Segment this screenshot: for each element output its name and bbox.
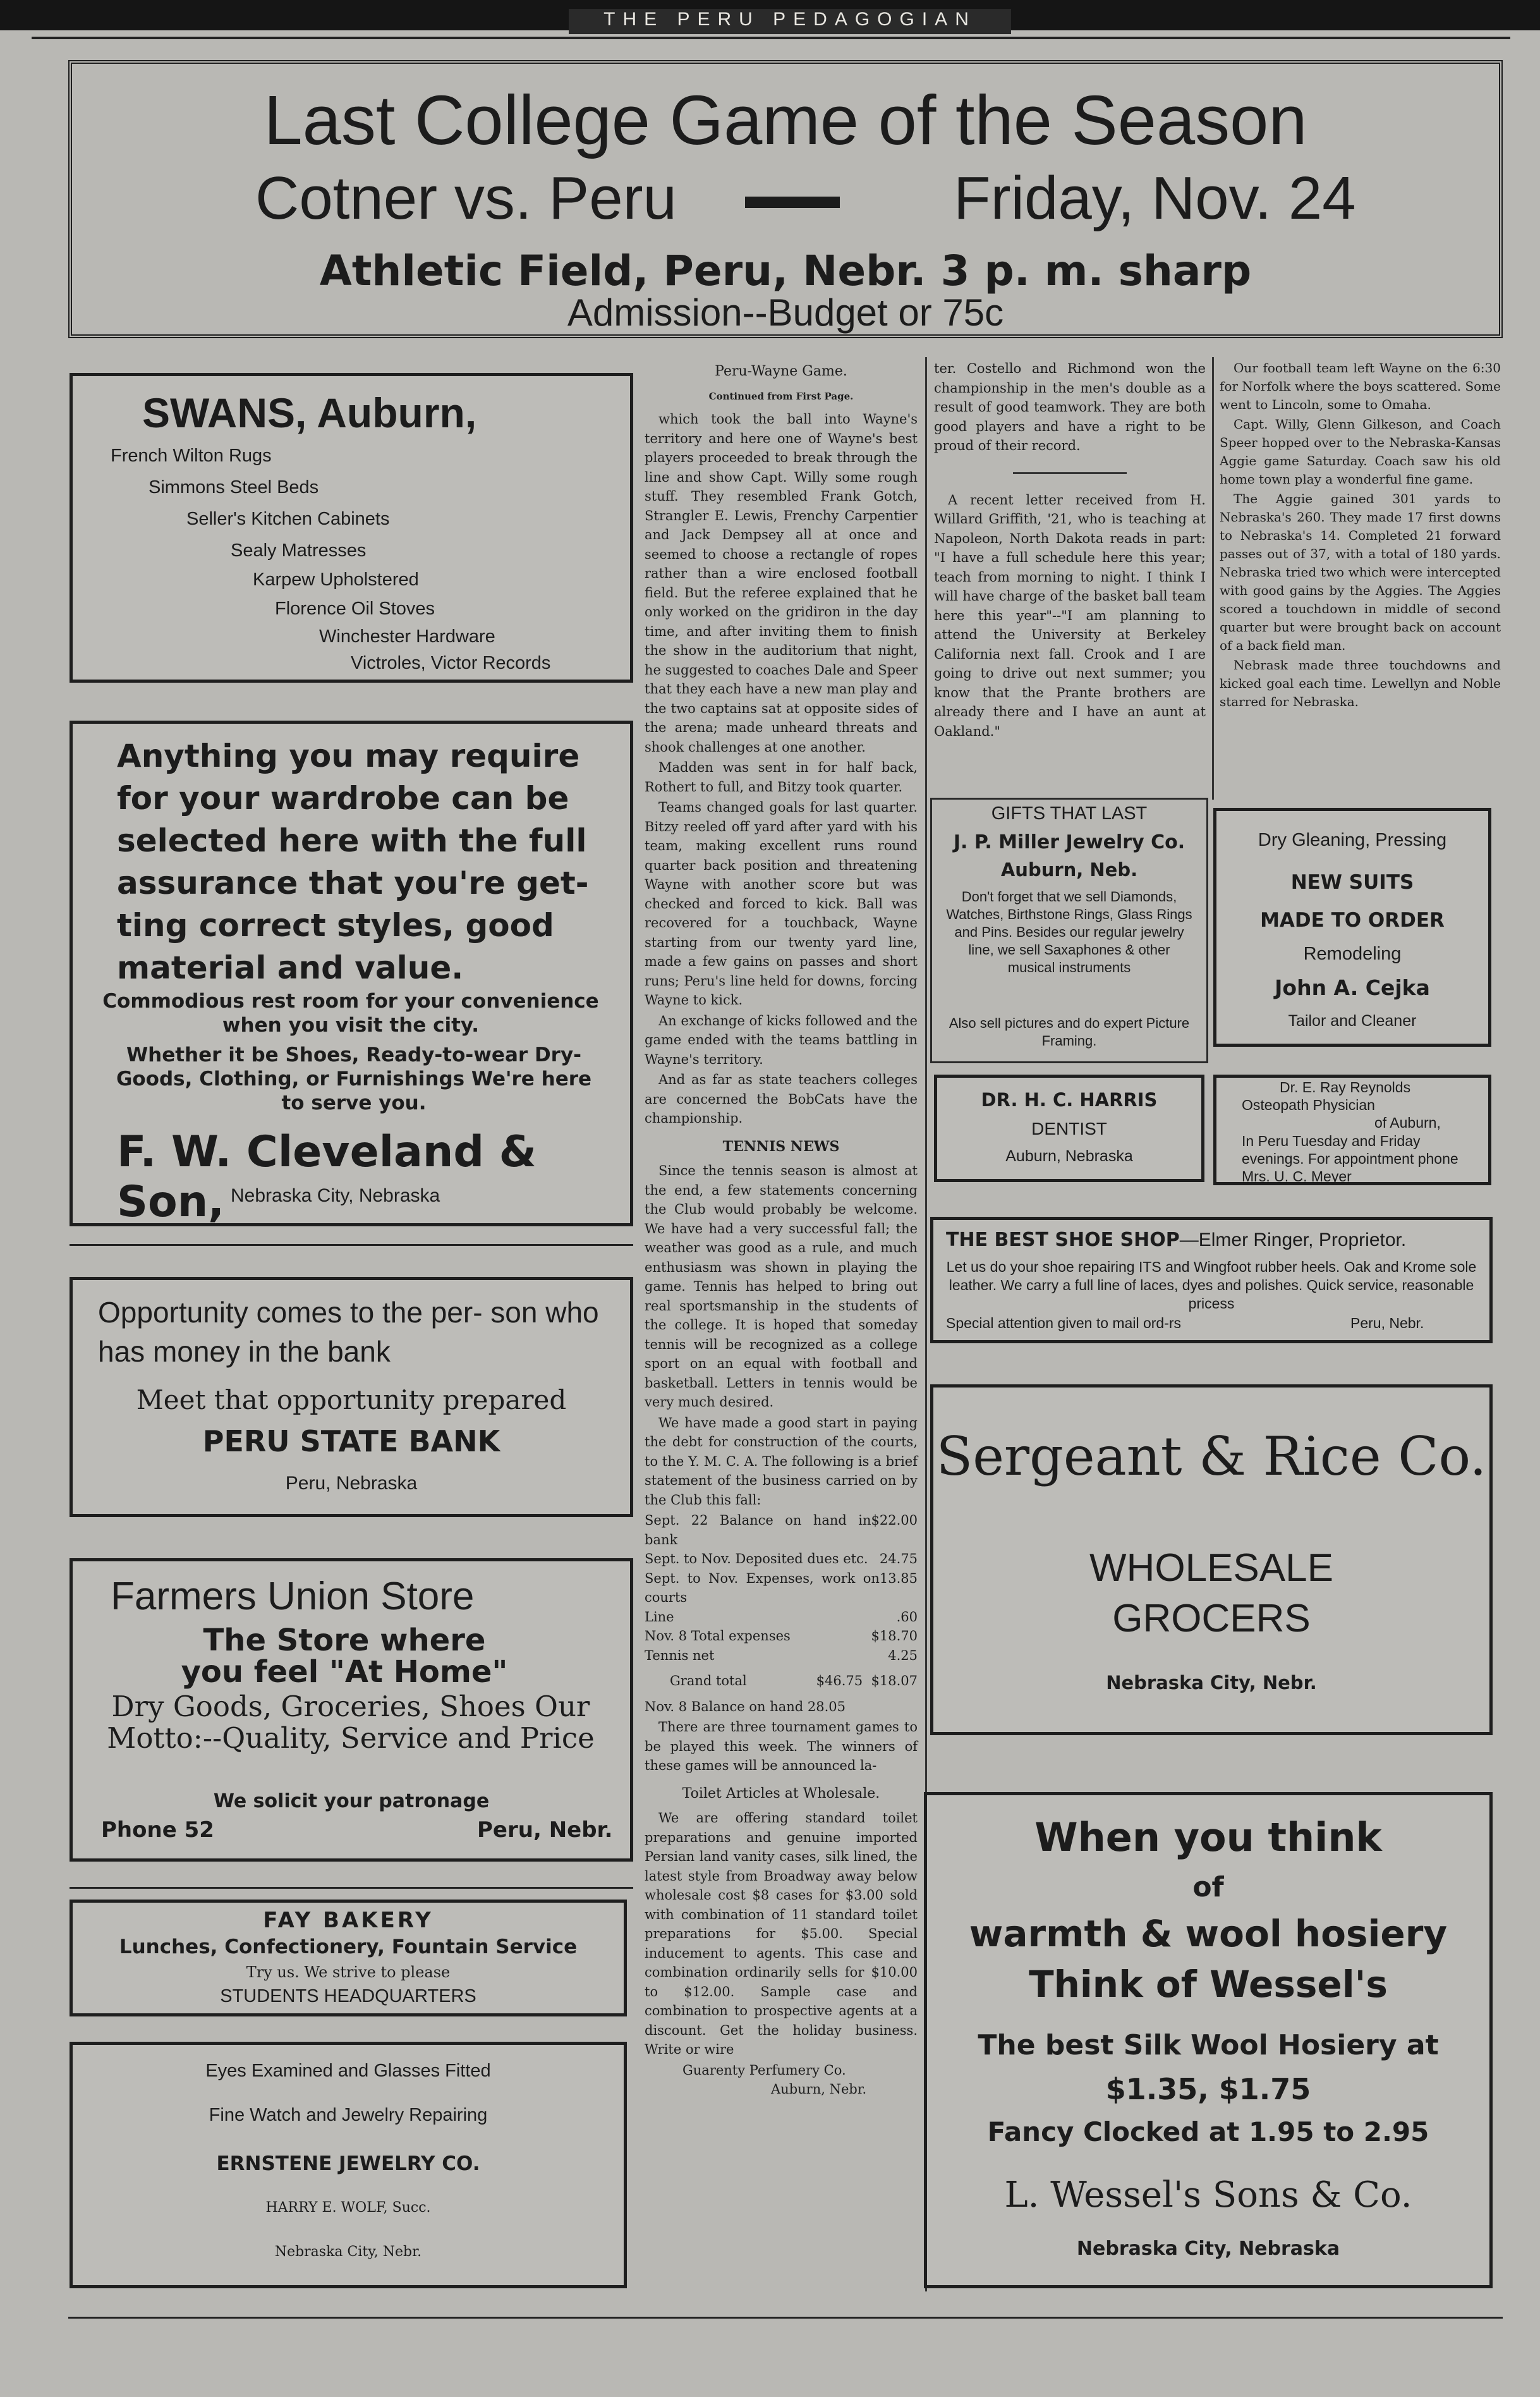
cejka-l3: MADE TO ORDER — [1260, 909, 1445, 932]
cejka-l4: Remodeling — [1303, 944, 1402, 964]
miller-name: J. P. Miller Jewelry Co. — [953, 831, 1185, 853]
cleveland-rest: Commodious rest room for your convenience when you visit the city. — [102, 990, 599, 1037]
ledger-row — [645, 1607, 918, 1627]
banner-teams: Cotner vs. Peru — [255, 164, 677, 232]
wessel-l2: of — [1192, 1871, 1224, 1903]
shoe-special: Special attention given to mail ord-rs — [946, 1315, 1182, 1331]
banner-title: Last College Game of the Season — [264, 82, 1307, 159]
ledger-row — [645, 1626, 918, 1646]
swans-ad — [70, 373, 633, 683]
harris-name: DR. H. C. HARRIS — [981, 1089, 1158, 1111]
ledger-row — [645, 1549, 918, 1569]
wessel-name: L. Wessel's Sons & Co. — [1004, 2174, 1412, 2216]
article-paragraph: Madden was sent in for half back, Rothert to full, and Bitzy took quarter. — [645, 760, 918, 795]
bank-name: PERU STATE BANK — [202, 1424, 500, 1458]
game-banner — [68, 60, 1503, 338]
ernstene-l1: Eyes Examined and Glasses Fitted — [205, 2061, 491, 2081]
article-paragraph: Teams changed goals for last quarter. Bitzy reeled off yard after yard with his team, making excellent runs round quarter back position and threatening Wayne with another score but was checked and forced to kick. Ball was recovered for a touchback, Wayne starting from our twenty yard line, made a few gains on passes and short runs; Peru's line held for downs, forcing Wayne to kick. — [645, 800, 918, 1008]
wessel-l5: The best Silk Wool Hosiery at — [978, 2029, 1439, 2061]
wessel-l6: $1.35, $1.75 — [1105, 2072, 1311, 2106]
toilet-heading: Toilet Articles at Wholesale. — [682, 1785, 880, 1802]
ledger-label: Sept. 22 Balance on hand in bank — [645, 1513, 871, 1547]
cejka-name: John A. Cejka — [1275, 975, 1430, 1000]
shoe-prop: —Elmer Ringer, Proprietor. — [1179, 1229, 1407, 1250]
fay-ad — [70, 1900, 627, 2016]
swans-item: Seller's Kitchen Cabinets — [186, 509, 390, 529]
bank-line1: Opportunity comes to the per- son who has money in the bank — [98, 1296, 599, 1368]
ledger-amount: $18.07 — [871, 1673, 918, 1688]
article-paragraph: Since the tennis season is almost at the end, a few statements concerning the Club would probably be welcome. We have had a very successful fall; the weather was good as a rule, and much enthusiasm was shown in playing the game. Tennis has helped to bring out real sportsmanship in the students of the college. It is hoped that someday tennis will be recognized as a college sport on an equal with football and basketball. Letters in tennis would be very much desired. — [645, 1163, 918, 1410]
cleveland-headline: Anything you may require for your wardrobe can be selected here with the full assurance that you're get- ting correct styles, good material and value. — [117, 738, 589, 986]
fay-title: FAY BAKERY — [263, 1908, 434, 1933]
swans-item: Karpew Upholstered — [253, 570, 419, 590]
reynolds-of: of Auburn, — [1374, 1114, 1441, 1131]
wessel-l7: Fancy Clocked at 1.95 to 2.95 — [987, 2116, 1429, 2147]
reynolds-ad — [1213, 1075, 1491, 1185]
separator — [1013, 472, 1127, 474]
banner-place: Athletic Field, Peru, Nebr. 3 p. m. sharp — [319, 247, 1252, 295]
column-rule — [1212, 357, 1214, 800]
miller-head: GIFTS THAT LAST — [991, 803, 1148, 824]
shoe-body: Let us do your shoe repairing ITS and Wingfoot rubber heels. Oak and Krome sole leather. We carry a full line of laces, dyes and polishes. Quick service, reasonable pricess — [946, 1259, 1477, 1312]
miller-body: Don't forget that we sell Diamonds, Watches, Birthstone Rings, Glass Rings and Pins. Besides our regular jewelry line, we sell Saxaphones & other musical instruments — [946, 889, 1192, 975]
sergeant-rice-ad — [930, 1384, 1493, 1735]
masthead-rule — [32, 37, 1510, 39]
article-paragraph: We are offering standard toilet preparations and genuine imported Persian land vanity cases, silk lined, the latest style from Broadway away below wholesale cost $8 cases for $3.00 sold with combination of 11 standard toilet preparations for $5.00. Special inducement to agents. This case and combination ordinarily sells for $10.00 to $12.00. Sample case and combination to prospective agents at a discount. Get the holiday business. Write or wire — [645, 1810, 918, 2057]
harris-role: DENTIST — [1031, 1119, 1107, 1138]
wessel-l1: When you think — [1034, 1814, 1382, 1860]
fay-try: Try us. We strive to please — [246, 1963, 451, 1981]
bank-city: Peru, Nebraska — [285, 1473, 418, 1494]
news-column-3 — [1220, 359, 1501, 712]
wessel-l4: Think of Wessel's — [1029, 1963, 1388, 2006]
reynolds-name: Dr. E. Ray Reynolds — [1280, 1079, 1411, 1095]
ledger-amount: 4.25 — [888, 1647, 918, 1663]
shoe-shop-ad — [930, 1217, 1493, 1343]
cleveland-city: Nebraska City, Nebraska — [231, 1185, 440, 1206]
tennis-heading: TENNIS NEWS — [722, 1138, 840, 1155]
article-paragraph: which took the ball into Wayne's territory and here one of Wayne's best players proceeded to break through the line and show Capt. Willy some rough stuff. They resembled Frank Gotch, Strangler E. Lewis, Frenchy Carpentier and Jack Dempsey all at once and seemed to choose a rectangle of ropes rather than a wire enclosed football field. But the referee explained that he only worked on the gridiron in the day time, and after inviting them to finish the show in the auditorium that night, he suggested to coaches Dale and Speer that they each have a new man play and the two captains sat at opposite sides of the arena; made unheard threats and shook challenges at one another. — [645, 412, 918, 755]
article-paragraph: And as far as state teachers colleges are concerned the BobCats have the championship. — [645, 1072, 918, 1126]
banner-dash — [745, 197, 840, 208]
miller-also: Also sell pictures and do expert Picture Framing. — [949, 1015, 1190, 1049]
farmers-phone: Phone 52 — [101, 1817, 214, 1843]
miller-town: Auburn, Neb. — [1000, 859, 1138, 881]
ledger-amount: .60 — [896, 1609, 918, 1625]
ledger-row — [645, 1511, 918, 1549]
divider — [70, 1887, 633, 1889]
ledger-row — [645, 1646, 918, 1666]
ernstene-city: Nebraska City, Nebr. — [274, 2244, 422, 2260]
ledger-label: Sept. to Nov. Deposited dues etc. — [645, 1551, 868, 1566]
farmers-sub: The Store where you feel "At Home" — [181, 1623, 508, 1690]
bank-line2: Meet that opportunity prepared — [136, 1384, 567, 1415]
ledger-label: Line — [645, 1609, 674, 1625]
cleveland-lines: Whether it be Shoes, Ready-to-wear Dry-Goods, Clothing, or Furnishings We're here to serve you. — [116, 1044, 592, 1114]
ledger-label: Tennis net — [645, 1647, 715, 1663]
cejka-l1: Dry Gleaning, Pressing — [1258, 830, 1447, 850]
sergeant-l2: GROCERS — [1112, 1597, 1311, 1640]
masthead: THE PERU PEDAGOGIAN — [569, 9, 1011, 34]
ernstene-l2: Fine Watch and Jewelry Repairing — [209, 2105, 488, 2125]
harris-ad — [934, 1075, 1204, 1182]
article-paragraph: There are three tournament games to be played this week. The winners of these games will be announced la- — [645, 1719, 918, 1773]
swans-item: Victroles, Victor Records — [351, 653, 551, 673]
wessel-ad — [924, 1792, 1493, 2288]
article-paragraph: Nebrask made three touchdowns and kicked goal each time. Lewellyn and Noble starred for Nebraska. — [1220, 657, 1501, 709]
bottom-rule — [68, 2317, 1503, 2319]
farmers-ad — [70, 1558, 633, 1862]
ledger-label: Nov. 8 Total expenses — [645, 1628, 791, 1644]
ledger-label: Grand total — [670, 1673, 747, 1688]
swans-item: French Wilton Rugs — [111, 446, 272, 466]
article-paragraph: Capt. Willy, Glenn Gilkeson, and Coach Speer hopped over to the Nebraska-Kansas Aggie game Saturday. Coach saw his old home town play a wonderful fine game. — [1220, 417, 1501, 487]
banner-date: Friday, Nov. 24 — [954, 164, 1356, 232]
article-continued: Continued from First Page. — [708, 390, 854, 402]
farmers-title: Farmers Union Store — [111, 1575, 475, 1618]
ledger-row — [645, 1671, 918, 1691]
bank-ad — [70, 1277, 633, 1517]
fay-line: Lunches, Confectionery, Fountain Service — [119, 1936, 578, 1958]
ernstene-name: ERNSTENE JEWELRY CO. — [216, 2152, 480, 2175]
swans-title: SWANS, Auburn, — [142, 389, 477, 436]
signature: Auburn, Nebr. — [771, 2082, 867, 2097]
swans-item: Winchester Hardware — [319, 626, 495, 647]
ledger-amount: $18.70 — [871, 1628, 918, 1644]
shoe-town: Peru, Nebr. — [1350, 1315, 1424, 1331]
miller-ad — [930, 798, 1208, 1063]
cejka-l2: NEW SUITS — [1290, 871, 1414, 894]
swans-item: Simmons Steel Beds — [149, 477, 319, 497]
article-heading: Peru-Wayne Game. — [715, 363, 847, 379]
ernstene-ad — [70, 2042, 627, 2288]
article-paragraph: The Aggie gained 301 yards to Nebraska's 260. They made 17 first downs to Nebraska's 14. Completed 21 forward passes out of 37, with a total of 180 yards. Nebraska tried two which were intercepted with good gains by the Aggies. The Aggies scored a touchdown in middle of second quarter but were brought back on account of a back field man. — [1220, 491, 1501, 653]
fay-hq: STUDENTS HEADQUARTERS — [220, 1986, 476, 2006]
article-paragraph: Our football team left Wayne on the 6:30 for Norfolk where the boys scattered. Some went to Lincoln, some to Omaha. — [1220, 360, 1501, 412]
ledger-amount: 13.85 — [879, 1570, 918, 1586]
news-column-2 — [934, 359, 1206, 742]
harris-town: Auburn, Nebraska — [1005, 1147, 1133, 1165]
swans-item: Florence Oil Stoves — [275, 599, 435, 619]
article-paragraph: A recent letter received from H. Willard Griffith, '21, who is teaching at Napoleon, North Dakota reads in part: "I have a full schedule here this year; teach from morning to night. I think I will have charge of the basket ball team here this year"--"I am planning to attend the University at Berkeley California next fall. Crook and I are going to drive out next summer; you know that the Prante brothers are already there and I have an aunt at Oakland." — [934, 492, 1206, 739]
banner-admission: Admission--Budget or 75c — [567, 291, 1004, 334]
cejka-role: Tailor and Cleaner — [1288, 1012, 1417, 1030]
reynolds-text: In Peru Tuesday and Friday evenings. For appointment phone Mrs. U. C. Meyer — [1242, 1133, 1458, 1185]
ledger-amount: $46.75 — [816, 1673, 863, 1688]
article-paragraph: An exchange of kicks followed and the game ended with the teams battling in Wayne's territory. — [645, 1013, 918, 1067]
reynolds-role: Osteopath Physician — [1242, 1097, 1375, 1113]
farmers-town: Peru, Nebr. — [477, 1817, 613, 1843]
sergeant-city: Nebraska City, Nebr. — [1106, 1672, 1317, 1693]
farmers-goods: Dry Goods, Groceries, Shoes Our Motto:--Quality, Service and Price — [107, 1690, 595, 1755]
ernstene-succ: HARRY E. WOLF, Succ. — [265, 2200, 431, 2216]
article-paragraph: Nov. 8 Balance on hand 28.05 — [645, 1699, 846, 1714]
signature: Guarenty Perfumery Co. — [682, 2062, 846, 2078]
divider — [70, 1244, 633, 1246]
shoe-title: THE BEST SHOE SHOP — [946, 1229, 1180, 1251]
cleveland-name: F. W. Cleveland & Son, — [117, 1127, 537, 1227]
ledger-amount: 24.75 — [879, 1551, 918, 1566]
article-paragraph: We have made a good start in paying the debt for construction of the courts, to the Y. M. C. A. The following is a brief statement of the business carried on by the Club this fall: — [645, 1415, 918, 1508]
cleveland-ad — [70, 721, 633, 1226]
sergeant-name: Sergeant & Rice Co. — [936, 1425, 1487, 1487]
farmers-solicit: We solicit your patronage — [213, 1790, 490, 1812]
ledger-label: Sept. to Nov. Expenses, work on courts — [645, 1570, 880, 1605]
ledger-row — [645, 1569, 918, 1607]
sergeant-l1: WHOLESALE — [1089, 1546, 1333, 1590]
wessel-city: Nebraska City, Nebraska — [1076, 2238, 1340, 2260]
ledger-amount: $22.00 — [871, 1513, 918, 1528]
cejka-ad — [1213, 808, 1491, 1047]
swans-item: Sealy Matresses — [231, 540, 367, 561]
wessel-l3: warmth & wool hosiery — [969, 1912, 1448, 1955]
news-column-1 — [645, 357, 918, 2099]
article-paragraph: ter. Costello and Richmond won the championship in the men's double as a result of good teamwork. They are both good players and have a right to be proud of their record. — [934, 361, 1206, 453]
